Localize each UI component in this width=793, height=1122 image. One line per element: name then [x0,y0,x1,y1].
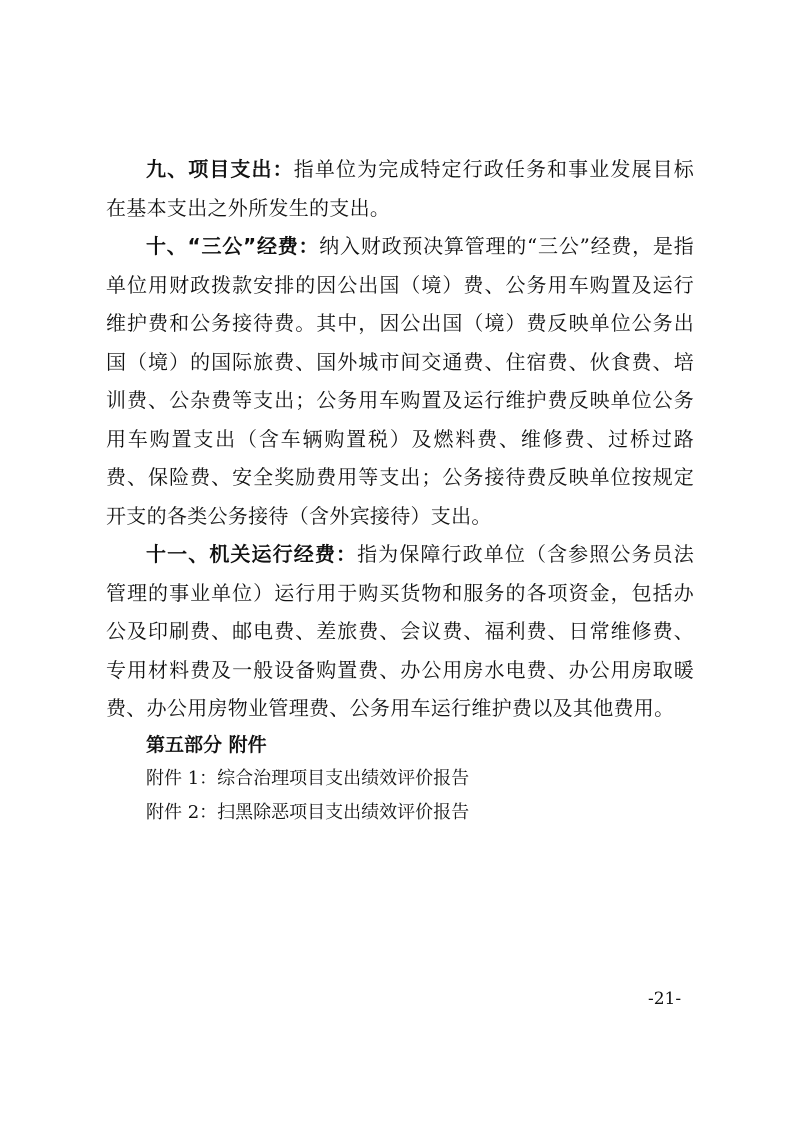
paragraph-body: 纳入财政预决算管理的“三公”经费，是指单位用财政拨款安排的因公出国（境）费、公务用车购置及运行维护费和公务接待费。其中，因公出国（境）费反映单位公务出国（境）的国际旅费、国外城市间交通费、住宿费、伙食费、培训费、公杂费等支出；公务用车购置及运行维护费反映单位公务用车购置支出（含车辆购置税）及燃料费、维修费、过桥过路费、保险费、安全奖励费用等支出；公务接待费反映单位按规定开支的各类公务接待（含外宾接待）支出。 [106,234,694,528]
attachment-item: 附件 1：综合治理项目支出绩效评价报告 [146,767,470,789]
page-content [106,150,694,830]
paragraph-heading: 十、“三公”经费： [146,234,320,258]
paragraph-heading: 九、项目支出： [146,157,294,181]
paragraph-agency-operating-expenses [106,535,694,728]
paragraph-body: 指为保障行政单位（含参照公务员法管理的事业单位）运行用于购买货物和服务的各项资金，包括办公及印刷费、邮电费、差旅费、会议费、福利费、日常维修费、专用材料费及一般设备购置费、办公用房水电费、办公用房取暖费、办公用房物业管理费、公务用车运行维护费以及其他费用。 [106,542,694,720]
paragraph-heading: 十一、机关运行经费： [146,542,358,566]
paragraph-three-public-expenses [106,227,694,535]
paragraph-body: 指单位为完成特定行政任务和事业发展目标在基本支出之外所发生的支出。 [106,157,695,220]
section-title: 第五部分 附件 [146,733,267,756]
page-number: -21- [648,989,682,1009]
paragraph-project-expenditure [106,150,694,227]
attachment-item: 附件 2：扫黑除恶项目支出绩效评价报告 [146,801,470,823]
